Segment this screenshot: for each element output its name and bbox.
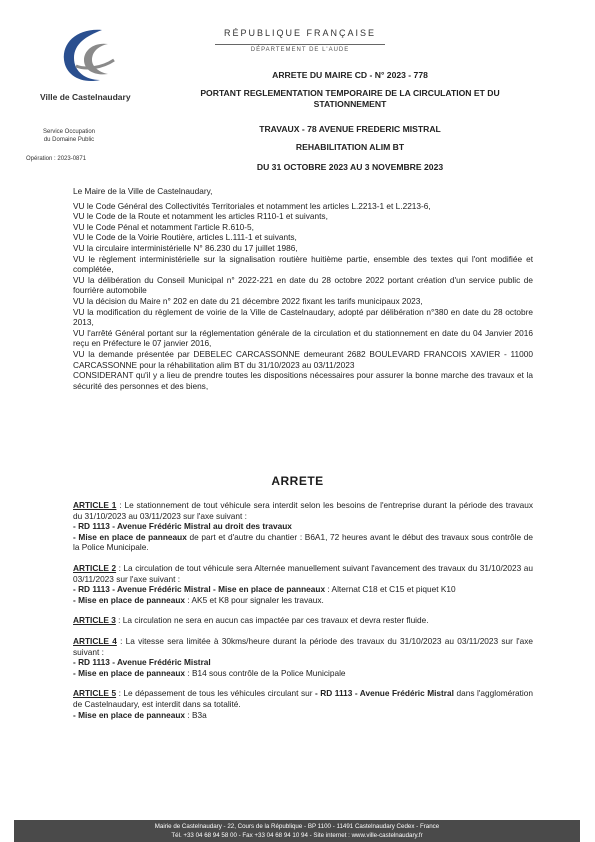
article-3-head: ARTICLE 3 [73,615,116,626]
vu-item: VU le Code de la Route et notamment les articles R110-1 et suivants, [73,211,328,222]
article-5-text-before: : Le dépassement de tous les véhicules circulant sur [116,688,316,699]
article-5-text-after: dans l'agglomération de Castelnaudary, est interdit dans sa totalité. [73,688,533,709]
article-2-panneaux: - Mise en place de panneaux [73,594,186,605]
republique-francaise: RÉPUBLIQUE FRANÇAISE [223,28,377,38]
article-5-head: ARTICLE 5 [73,688,117,699]
article-2-panneaux-rest: : AK5 et K8 pour signaler les travaux. [185,594,324,605]
article-5-road: - RD 1113 - Avenue Frédéric Mistral [315,688,454,699]
vu-item: VU l'arrêté Général portant sur la réglementation générale de la circulation et du stationnement en date du 04 Janvier 2016 reçu en Préfecture le 07 janvier 2016, [73,327,533,349]
service-label [28,128,110,144]
article-1-head: ARTICLE 1 [73,500,117,510]
vu-list [73,201,533,392]
article-4 [73,636,533,678]
portant-title [160,88,540,110]
vu-item: VU le Code Pénal et notamment l'article R.610-5, [73,221,254,232]
article-4-text: : La vitesse sera limitée à 30kms/heure durant la période des travaux du 31/10/2023 au 03/11/2023 sur l'axe suivant : [73,635,533,657]
article-2-head: ARTICLE 2 [73,562,117,573]
operation-number: Opération : 2023-0871 [26,156,87,162]
vu-item: VU la délibération du Conseil Municipal n° 2022-221 en date du 28 octobre 2022 portant création d'un service public de fourrière automobile [73,274,533,296]
article-4-road: - RD 1113 - Avenue Frédéric Mistral [73,657,211,668]
article-4-head: ARTICLE 4 [73,635,117,646]
logo [40,26,140,108]
service-line-2: du Domaine Public [43,137,95,143]
dates-title: DU 31 OCTOBRE 2023 AU 3 NOVEMBRE 2023 [256,162,444,172]
article-4-panneaux-rest: : B14 sous contrôle de la Police Municipale [185,667,346,678]
vu-item: VU la demande présentée par DEBELEC CARCASSONNE demeurant 2682 BOULEVARD FRANCOIS XAVIER - 11000 CARCASSONNE pour la réhabilitation alim BT du 31/10/2023 au 03/11/2023 [73,348,533,370]
article-2-road: - RD 1113 - Avenue Frédéric Mistral - Mise en place de panneaux [73,584,326,595]
footer-address: Mairie de Castelnaudary - 22, Cours de la République - BP 1100 - 11491 Castelnaudary Cedex - France [154,823,440,830]
article-4-panneaux: - Mise en place de panneaux [73,667,186,678]
article-5-panneaux-rest: : B3a [185,709,207,720]
footer-contact: Tél. +33 04 68 94 58 00 - Fax +33 04 68 94 10 94 - Site internet : www.ville-castelnaudary.fr [171,831,423,839]
vu-item: VU le Code de la Voirie Routière, articles L.111-1 et suivants, [73,232,297,243]
service-line-1: Service Occupation [42,129,96,135]
article-2-text: : La circulation de tout véhicule sera Alternée manuellement suivant l'avancement des travaux du 31/10/2023 au 03/11/2023 sur l'axe suivant : [73,562,533,584]
article-1 [73,500,533,553]
vu-item: VU la circulaire interministérielle N° 86.230 du 17 juillet 1986, [73,242,298,253]
article-1-panneaux-rest: de part et d'autre du chantier : B6A1, 72 heures avant le début des travaux sous contrôle de la Police Municipale. [73,531,534,553]
article-3 [73,615,533,626]
preamble [73,186,533,391]
arrete-number: ARRETE DU MAIRE CD - N° 2023 - 778 [272,70,428,80]
portant-line-2: STATIONNEMENT [313,99,387,109]
arrete-heading: ARRETE [271,474,324,488]
vu-item: VU la décision du Maire n° 202 en date du 21 décembre 2022 fixant les tarifs municipaux 2023, [73,295,423,306]
footer-bar [14,820,580,842]
article-5-panneaux: - Mise en place de panneaux [73,709,186,720]
vu-item: VU la modification du règlement de voirie de la Ville de Castelnaudary, adopté par délibération n°380 en date du 28 octobre 2013, [73,306,533,328]
departement-label: DÉPARTEMENT DE L'AUDE [215,44,385,53]
article-1-panneaux: - Mise en place de panneaux [73,531,187,542]
castelnaudary-logo-icon [56,26,120,88]
article-2 [73,563,533,605]
vu-item: VU le règlement interministérielle sur la signalisation routière huitième partie, ensemble des textes qui l'ont modifiée et complétée, [73,253,533,275]
article-5 [73,688,533,720]
portant-line-1: PORTANT REGLEMENTATION TEMPORAIRE DE LA CIRCULATION ET DU [200,88,500,98]
logo-name: Ville de Castelnaudary [40,92,131,102]
travaux-title: TRAVAUX - 78 AVENUE FREDERIC MISTRAL [259,124,441,134]
article-3-text: : La circulation ne sera en aucun cas impactée par ces travaux et devra rester fluide. [115,615,429,626]
article-2-road-rest: : Alternat C18 et C15 et piquet K10 [325,584,456,595]
rehab-title: REHABILITATION ALIM BT [295,142,405,152]
intro-line: Le Maire de la Ville de Castelnaudary, [73,186,213,196]
vu-item: VU le Code Général des Collectivités Territoriales et notamment les articles L.2213-1 et L.2213-6, [73,200,431,211]
articles [73,500,533,730]
article-1-text: : Le stationnement de tout véhicule sera interdit selon les besoins de l'entreprise durant la période des travaux du 31/10/2023 au 03/11/2023 sur l'axe suivant : [73,500,533,521]
considerant-item: CONSIDERANT qu'il y a lieu de prendre toutes les dispositions nécessaires pour assurer la bonne marche des travaux et la sécurité des personnes et des biens, [73,370,533,391]
article-1-road: - RD 1113 - Avenue Frédéric Mistral au droit des travaux [73,521,292,532]
